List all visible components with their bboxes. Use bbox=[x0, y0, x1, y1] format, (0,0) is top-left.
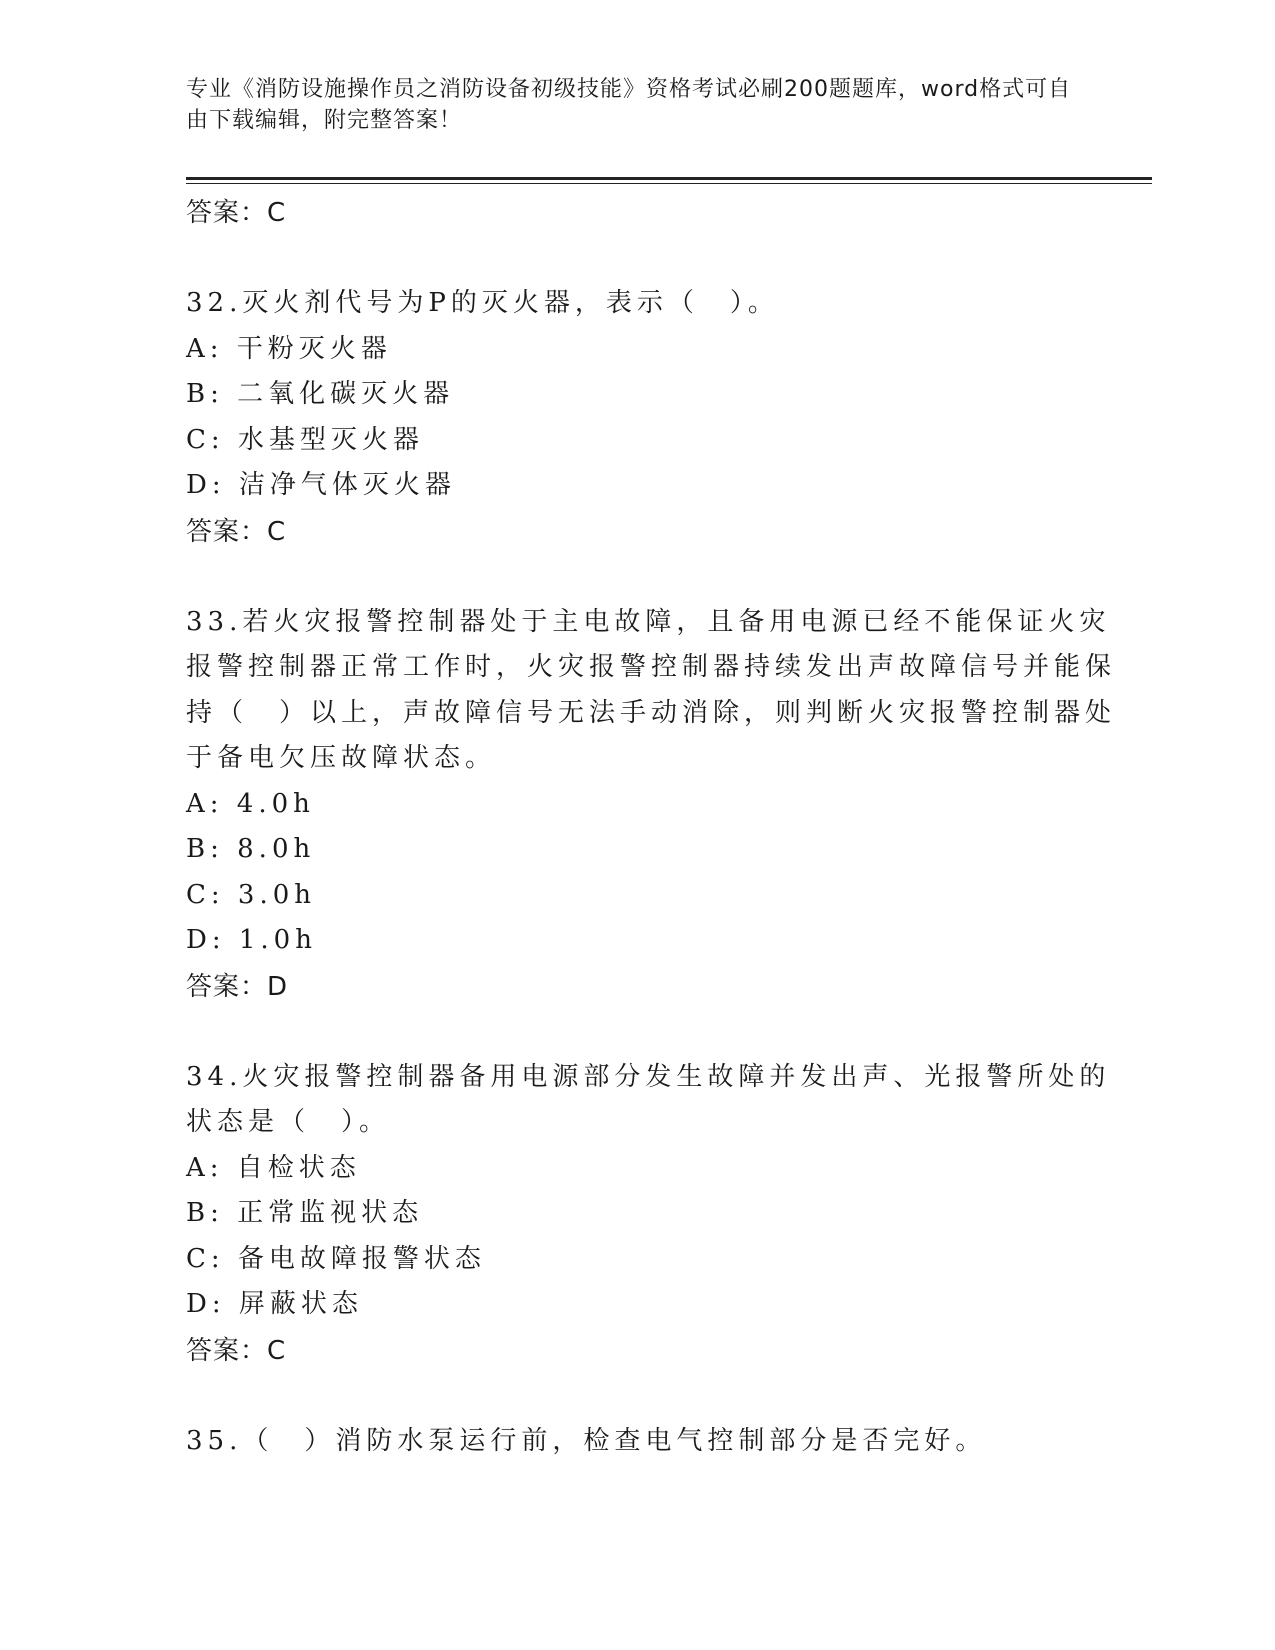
option-c: C: 3.0h bbox=[186, 879, 317, 910]
option-a: A: 自检状态 bbox=[186, 1152, 361, 1183]
answer-line: 答案：C bbox=[186, 516, 287, 547]
option-a: A: 干粉灭火器 bbox=[186, 333, 392, 364]
answer-line: 答案：D bbox=[186, 971, 289, 1002]
document-header: 专业《消防设施操作员之消防设备初级技能》资格考试必刷200题题库，word格式可自由下载编辑，附完整答案！ bbox=[186, 77, 1072, 133]
answer-line: 答案：C bbox=[186, 1335, 287, 1366]
option-d: D: 屏蔽状态 bbox=[186, 1289, 363, 1319]
option-b: B: 二氧化碳灭火器 bbox=[186, 379, 455, 409]
question-32 bbox=[186, 281, 1116, 555]
option-a: A: 4.0h bbox=[186, 788, 315, 819]
question-stem: 33.若火灾报警控制器处于主电故障，且备用电源已经不能保证火灾报警控制器正常工作时，火灾报警控制器持续发出声故障信号并能保持（ ）以上，声故障信号无法手动消除，则判断火灾报警控制器处于备电欠压故障状态。 bbox=[186, 606, 1117, 773]
answer-line: 答案：C bbox=[186, 198, 287, 228]
option-c: C: 水基型灭火器 bbox=[186, 424, 424, 455]
question-stem: 35.（ ）消防水泵运行前，检查电气控制部分是否完好。 bbox=[186, 1425, 987, 1456]
option-b: B: 正常监视状态 bbox=[186, 1198, 424, 1228]
header-rule-thin bbox=[186, 183, 1152, 184]
question-34 bbox=[186, 1055, 1116, 1374]
question-stem: 34.火灾报警控制器备用电源部分发生故障并发出声、光报警所处的状态是（ ）。 bbox=[186, 1061, 1111, 1137]
option-b: B: 8.0h bbox=[186, 834, 316, 864]
question-35 bbox=[186, 1419, 1116, 1465]
header-rule bbox=[186, 177, 1152, 180]
question-33 bbox=[186, 600, 1116, 1010]
question-stem: 32.灭火剂代号为P的灭火器，表示（ ）。 bbox=[186, 288, 779, 318]
question-list bbox=[186, 190, 1116, 1464]
option-d: D: 1.0h bbox=[186, 925, 317, 955]
option-d: D: 洁净气体灭火器 bbox=[186, 470, 456, 500]
option-c: C: 备电故障报警状态 bbox=[186, 1243, 486, 1274]
